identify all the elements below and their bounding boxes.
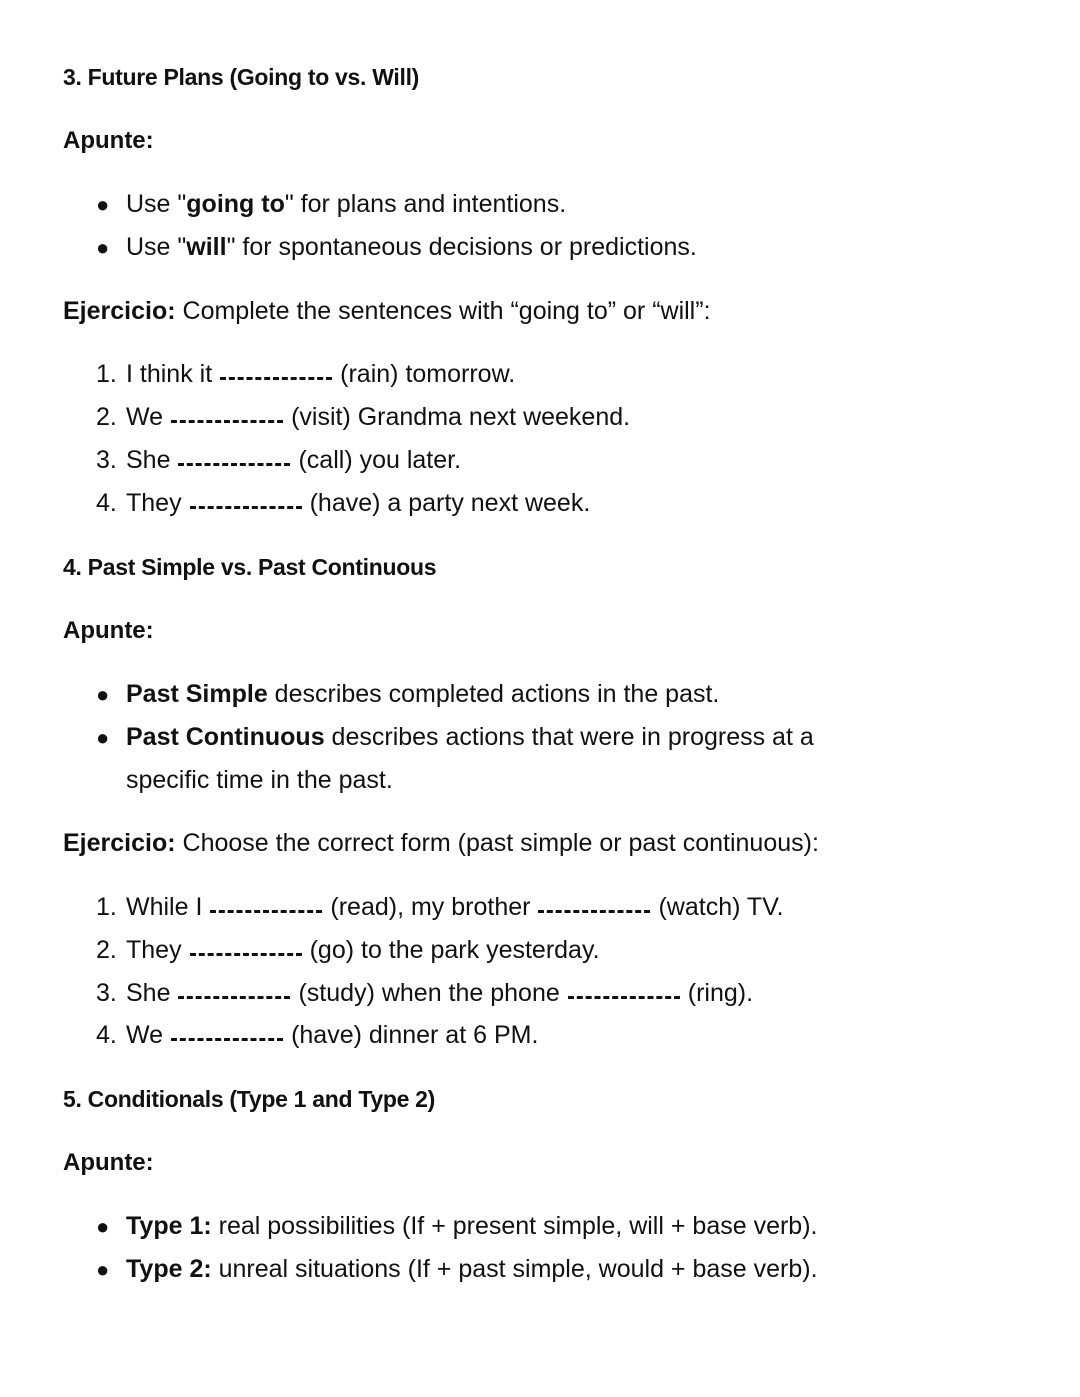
answer-blank[interactable] [190, 953, 302, 956]
answer-blank[interactable] [210, 910, 322, 913]
section-4-exercise-instruction: Ejercicio: Choose the correct form (past simple or past continuous): [63, 829, 819, 857]
section-4-bullet-2: ● Past Continuous describes actions that were in progress at a [96, 723, 814, 751]
section-4-bullet-1: ● Past Simple describes completed actions in the past. [96, 680, 720, 708]
section-3-bullet-1: ● Use "going to" for plans and intentions. [96, 190, 567, 218]
bullet-dot-icon: ● [96, 192, 110, 217]
bullet-dot-icon: ● [96, 235, 110, 260]
section-4-item-3: 3. She (study) when the phone (ring). [96, 979, 754, 1007]
section-4-bullet-2-continuation: specific time in the past. [126, 766, 393, 794]
section-5-bullet-1: ● Type 1: real possibilities (If + present simple, will + base verb). [96, 1212, 818, 1240]
answer-blank[interactable] [178, 463, 290, 466]
section-3-item-4: 4. They (have) a party next week. [96, 489, 591, 517]
section-5-apunte-label: Apunte: [63, 1149, 154, 1176]
answer-blank[interactable] [171, 1038, 283, 1041]
section-4-heading: 4. Past Simple vs. Past Continuous [63, 554, 437, 580]
section-4-item-2: 2. They (go) to the park yesterday. [96, 936, 600, 964]
answer-blank[interactable] [538, 910, 650, 913]
section-3-item-3: 3. She (call) you later. [96, 446, 462, 474]
bullet-dot-icon: ● [96, 725, 110, 750]
section-3-exercise-instruction: Ejercicio: Complete the sentences with “going to” or “will”: [63, 297, 711, 325]
section-3-apunte-label: Apunte: [63, 127, 154, 154]
bullet-dot-icon: ● [96, 1214, 110, 1239]
section-3-item-2: 2. We (visit) Grandma next weekend. [96, 403, 631, 431]
bullet-dot-icon: ● [96, 1257, 110, 1282]
section-4-item-1: 1. While I (read), my brother (watch) TV. [96, 893, 784, 921]
section-5-heading: 5. Conditionals (Type 1 and Type 2) [63, 1086, 436, 1112]
answer-blank[interactable] [190, 506, 302, 509]
section-4-apunte-label: Apunte: [63, 617, 154, 644]
answer-blank[interactable] [568, 996, 680, 999]
section-5-bullet-2: ● Type 2: unreal situations (If + past simple, would + base verb). [96, 1255, 818, 1283]
bullet-dot-icon: ● [96, 682, 110, 707]
answer-blank[interactable] [178, 996, 290, 999]
section-3-item-1: 1. I think it (rain) tomorrow. [96, 360, 516, 388]
section-4-item-4: 4. We (have) dinner at 6 PM. [96, 1021, 539, 1049]
answer-blank[interactable] [220, 377, 332, 380]
section-3-bullet-2: ● Use "will" for spontaneous decisions or predictions. [96, 233, 697, 261]
section-3-heading: 3. Future Plans (Going to vs. Will) [63, 64, 420, 90]
answer-blank[interactable] [171, 420, 283, 423]
